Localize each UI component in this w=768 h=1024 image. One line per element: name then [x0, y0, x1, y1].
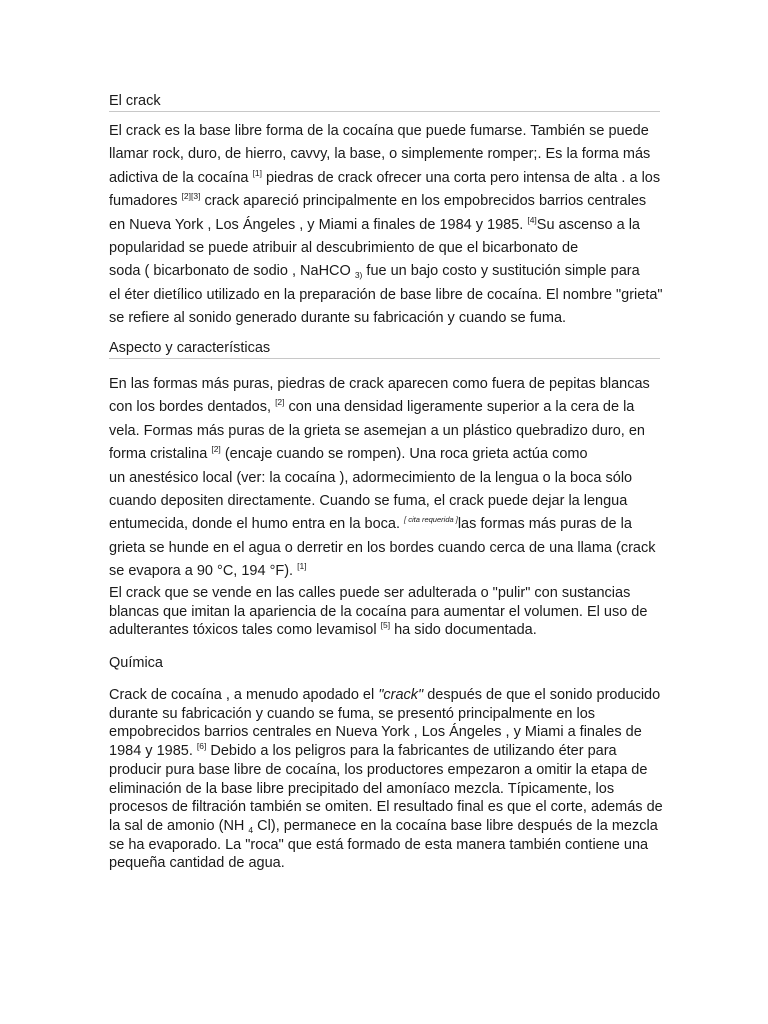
citation-ref[interactable]: [2][3] — [181, 191, 201, 202]
chemical-subscript: 4 — [248, 824, 254, 835]
text-line: empobrecidos barrios centrales en Nueva York , Los Ángeles , y Miami a finales de — [109, 724, 642, 741]
section-heading-quimica: Química — [109, 655, 163, 671]
text-line: adictiva de la cocaína [1] piedras de crack ofrecer una corta pero intensa de alta . a los — [109, 167, 661, 186]
section-heading-el-crack: El crack — [109, 92, 660, 112]
text-line: Crack de cocaína , a menudo apodado el "crack" después de que el sonido producido — [109, 687, 661, 703]
text-line: pequeña cantidad de agua. — [109, 855, 285, 872]
citation-ref[interactable]: [1] — [297, 561, 307, 572]
text-line: se evapora a 90 °C, 194 °F). [1] — [109, 561, 307, 580]
text-line: El crack es la base libre forma de la cocaína que puede fumarse. También se puede — [109, 123, 649, 139]
chemical-subscript: 3) — [354, 270, 363, 281]
citation-ref[interactable]: [6] — [196, 741, 207, 752]
citation-ref[interactable]: [2] — [211, 444, 221, 455]
paragraph-el-crack — [109, 120, 669, 331]
citation-ref[interactable]: [5] — [380, 620, 391, 631]
text-line: el éter dietílico utilizado en la preparación de base libre de cocaína. El nombre "grieta" — [109, 286, 663, 303]
paragraph-aspecto — [109, 373, 669, 584]
citation-ref[interactable]: [1] — [252, 167, 262, 178]
text-line: se refiere al sonido generado durante su fabricación y cuando se fuma. — [109, 310, 567, 327]
text-line: forma cristalina [2] (encaje cuando se rompen). Una roca grieta actúa como — [109, 444, 588, 463]
text-line: entumecida, donde el humo entra en la boca. [ cita requerida ]las formas más puras de la — [109, 515, 632, 533]
text-line: grieta se hunde en el agua o derretir en los bordes cuando cerca de una llama (crack — [109, 539, 656, 556]
text-line: cuando depositen directamente. Cuando se fuma, el crack puede dejar la lengua — [109, 493, 628, 510]
quoted-term: "crack" — [378, 687, 424, 703]
text-line: adulterantes tóxicos tales como levamisol [5] ha sido documentada. — [109, 620, 537, 639]
text-line: El crack que se vende en las calles puede ser adulterada o "pulir" con sustancias — [109, 585, 631, 601]
text-line: fumadores [2][3] crack apareció principalmente en los empobrecidos barrios centrales — [109, 191, 647, 210]
citation-needed[interactable]: [ cita requerida ] — [404, 515, 458, 525]
text-line: procesos de filtración también se omiten. El resultado final es que el corte, además de — [109, 799, 663, 816]
text-line: durante su fabricación y cuando se fuma, se presentó principalmente en los — [109, 705, 596, 722]
text-line: En las formas más puras, piedras de crack aparecen como fuera de pepitas blancas — [109, 376, 650, 392]
text-line: eliminación de la base libre precipitado del amoníaco mezcla. Típicamente, los — [109, 780, 615, 797]
text-line: producir pura base libre de cocaína, los productores empezaron a omitir la etapa de — [109, 761, 648, 778]
text-line: 1984 y 1985. [6] Debido a los peligros para la fabricantes de utilizando éter para — [109, 741, 617, 760]
text-line: en Nueva York , Los Ángeles , y Miami a finales de 1984 y 1985. [4]Su ascenso a la — [109, 214, 640, 233]
text-line: con los bordes dentados, [2] con una densidad ligeramente superior a la cera de la — [109, 397, 635, 416]
text-line: llamar rock, duro, de hierro, cavvy, la base, o simplemente romper;. Es la forma más — [109, 146, 651, 163]
text-line: la sal de amonio (NH $_4$ Cl), permanece en la cocaína base libre después de la mezcla — [109, 817, 658, 835]
text-line: popularidad se puede atribuir al descubrimiento de que el bicarbonato de — [109, 240, 579, 257]
text-line: un anestésico local (ver: la cocaína ), adormecimiento de la lengua o la boca sólo — [109, 469, 633, 486]
citation-ref[interactable]: [4] — [527, 214, 537, 225]
paragraph-adulteracion — [109, 584, 669, 640]
text-line: blancas que imitan la apariencia de la cocaína para aumentar el volumen. El uso de — [109, 603, 648, 620]
text-line: vela. Formas más puras de la grieta se asemejan a un plástico quebradizo duro, en — [109, 422, 645, 439]
text-line: se ha evaporado. La "roca" que está formado de esta manera también contiene una — [109, 836, 649, 853]
text-line: soda ( bicarbonato de sodio , NaHCO $_{3)}$ fue un bajo costo y sustitución simple para — [109, 263, 640, 281]
section-heading-aspecto: Aspecto y características — [109, 339, 660, 359]
citation-ref[interactable]: [2] — [275, 397, 285, 408]
paragraph-quimica — [109, 686, 669, 873]
